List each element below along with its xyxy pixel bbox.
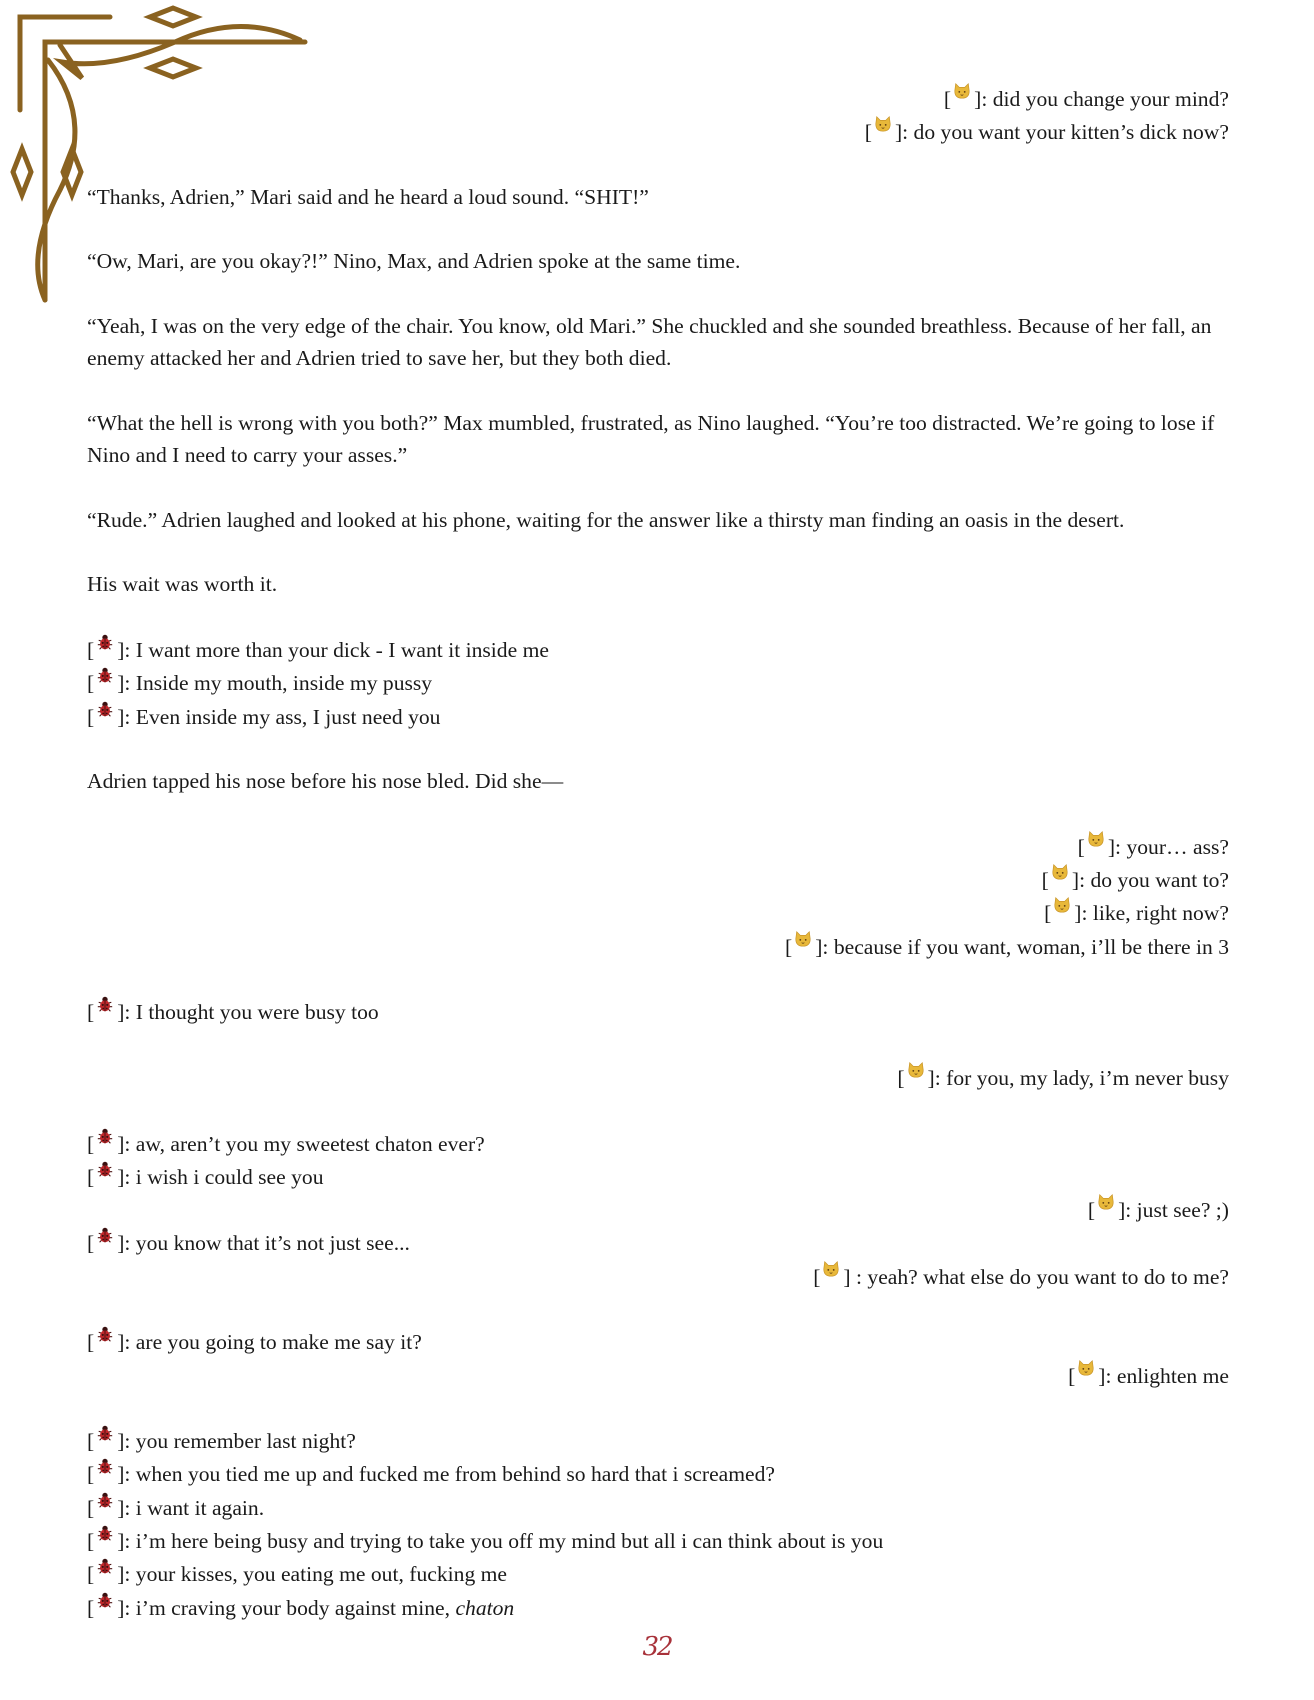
cat-face-icon	[822, 1260, 840, 1278]
page-number: 32	[642, 1632, 672, 1662]
chat-line-cat: [ ]: your… ass?	[87, 830, 1229, 863]
chat-line-ladybug: [ ]: are you going to make me say it?	[87, 1325, 1229, 1358]
chat-line-cat: [ ]: do you want to?	[87, 863, 1229, 896]
cat-face-icon	[1097, 1193, 1115, 1211]
ladybug-icon	[96, 666, 114, 684]
chat-line-ladybug: [ ]: I thought you were busy too	[87, 995, 1229, 1028]
ladybug-icon	[96, 1424, 114, 1442]
chat-line-ladybug: [ ]: i want it again.	[87, 1491, 1229, 1524]
ladybug-icon	[96, 1457, 114, 1475]
paragraph: Adrien tapped his nose before his nose bled. Did she—	[87, 769, 564, 794]
chat-line-ladybug: [ ]: Inside my mouth, inside my pussy	[87, 666, 1229, 699]
ladybug-icon	[96, 700, 114, 718]
ladybug-icon	[96, 995, 114, 1013]
cat-face-icon	[1053, 896, 1071, 914]
cat-face-icon	[1077, 1359, 1095, 1377]
cat-face-icon	[794, 930, 812, 948]
ladybug-icon	[96, 1557, 114, 1575]
paragraph: “What the hell is wrong with you both?” Max mumbled, frustrated, as Nino laughed. “You’re too distracted. We’re going to lose if Nino and I need to carry your asses.”	[87, 410, 1215, 468]
chat-line-cat: [ ]: just see? ;)	[87, 1193, 1229, 1226]
chat-line-ladybug: [ ]: aw, aren’t you my sweetest chaton ever?	[87, 1127, 1229, 1160]
cat-face-icon	[1087, 830, 1105, 848]
chat-line-ladybug: [ ]: Even inside my ass, I just need you	[87, 700, 1229, 733]
chat-line-cat: [ ]: for you, my lady, i’m never busy	[87, 1061, 1229, 1094]
ladybug-icon	[96, 1226, 114, 1244]
chat-line-ladybug: [ ]: when you tied me up and fucked me from behind so hard that i screamed?	[87, 1457, 1229, 1490]
chat-line-cat: [ ]: enlighten me	[87, 1359, 1229, 1392]
chat-line-cat: [ ] : yeah? what else do you want to do to me?	[87, 1260, 1229, 1293]
ladybug-icon	[96, 1325, 114, 1343]
cat-face-icon	[953, 82, 971, 100]
document-body	[87, 82, 1229, 1624]
chat-line-cat: [ ]: do you want your kitten’s dick now?	[87, 115, 1229, 148]
chat-line-cat: [ ]: because if you want, woman, i’ll be there in 3	[87, 930, 1229, 963]
cat-face-icon	[1051, 863, 1069, 881]
chat-line-ladybug: [ ]: i’m craving your body against mine, chaton	[87, 1591, 1229, 1624]
chat-line-cat: [ ]: did you change your mind?	[87, 82, 1229, 115]
chat-line-ladybug: [ ]: I want more than your dick - I want it inside me	[87, 633, 1229, 666]
paragraph: His wait was worth it.	[87, 572, 278, 597]
chat-line-cat: [ ]: like, right now?	[87, 896, 1229, 929]
cat-face-icon	[874, 115, 892, 133]
chat-line-ladybug: [ ]: you know that it’s not just see...	[87, 1226, 1229, 1259]
ladybug-icon	[96, 1524, 114, 1542]
ladybug-icon	[96, 1160, 114, 1178]
cat-face-icon	[907, 1061, 925, 1079]
chat-line-ladybug: [ ]: i wish i could see you	[87, 1160, 1229, 1193]
paragraph: “Yeah, I was on the very edge of the chair. You know, old Mari.” She chuckled and she sounded breathless. Because of her fall, an enemy attacked her and Adrien tried to save her, but they both died.	[87, 314, 1212, 371]
ladybug-icon	[96, 633, 114, 651]
chat-line-ladybug: [ ]: you remember last night?	[87, 1424, 1229, 1457]
ladybug-icon	[96, 1491, 114, 1509]
paragraph: “Thanks, Adrien,” Mari said and he heard a loud sound. “SHIT!”	[87, 184, 649, 209]
chat-line-ladybug: [ ]: i’m here being busy and trying to take you off my mind but all i can think about is you	[87, 1524, 1229, 1557]
paragraph: “Ow, Mari, are you okay?!” Nino, Max, and Adrien spoke at the same time.	[87, 249, 741, 274]
ladybug-icon	[96, 1127, 114, 1145]
ladybug-icon	[96, 1591, 114, 1609]
chat-line-ladybug: [ ]: your kisses, you eating me out, fucking me	[87, 1557, 1229, 1590]
paragraph: “Rude.” Adrien laughed and looked at his phone, waiting for the answer like a thirsty man finding an oasis in the desert.	[87, 507, 1125, 532]
